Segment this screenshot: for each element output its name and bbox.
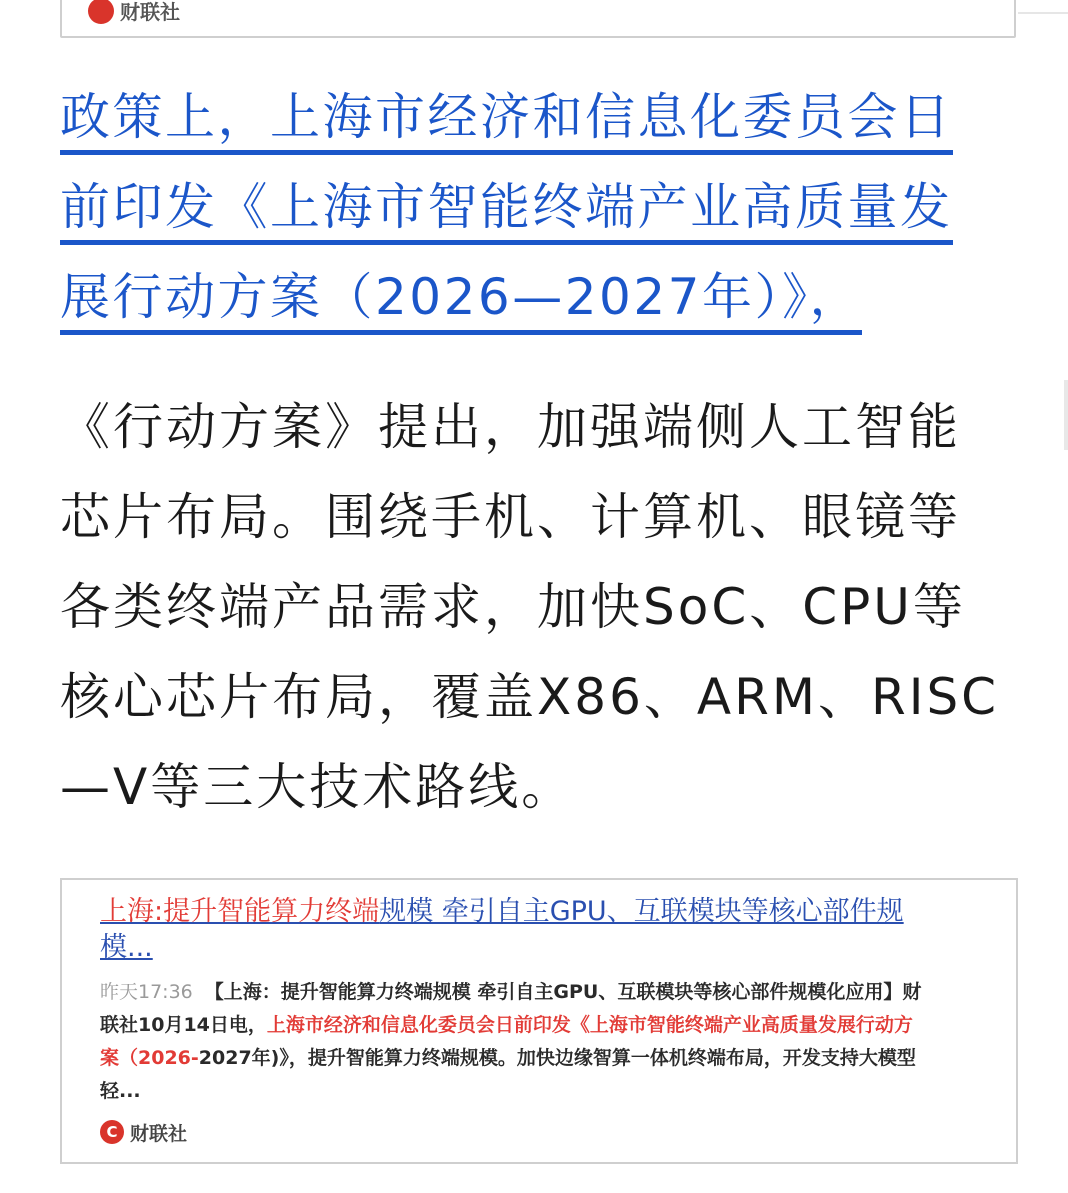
news-time: 昨天17:36 bbox=[100, 981, 193, 1003]
news-screenshot-card[interactable] bbox=[60, 878, 1018, 1164]
news-summary-highlight: 案（2026- bbox=[100, 1047, 199, 1069]
news-title-text: 规模 牵引自主GPU、互联模块等核心部件规 bbox=[379, 896, 904, 927]
scrollbar[interactable] bbox=[1064, 380, 1068, 450]
source-name: 财联社 bbox=[120, 0, 180, 24]
news-source-name: 财联社 bbox=[130, 1122, 188, 1145]
paragraph-line: 核心芯片布局，覆盖X86、ARM、RISC bbox=[60, 668, 1000, 726]
news-title-highlight: 上海:提升智能算力终端 bbox=[100, 896, 380, 927]
cls-logo-icon: C bbox=[100, 1120, 124, 1144]
policy-link-line: 政策上，上海市经济和信息化委员会日 bbox=[60, 72, 1020, 162]
previous-news-card[interactable] bbox=[60, 0, 1016, 38]
policy-link[interactable] bbox=[60, 72, 1020, 342]
news-summary-highlight: 上海市经济和信息化委员会日前印发《上海市智能终端产业高质量发展行动方 bbox=[266, 1014, 913, 1036]
news-title-text: 模... bbox=[100, 932, 153, 963]
paragraph-line: 《行动方案》提出，加强端侧人工智能 bbox=[60, 398, 961, 456]
news-summary-text: 联社10月14日电， bbox=[100, 1014, 267, 1036]
divider bbox=[1018, 12, 1068, 14]
cls-logo-icon bbox=[88, 0, 114, 24]
news-summary-text: 2027年)》，提升智能算力终端规模。加快边缘智算一体机终端布局，开发支持大模型 bbox=[198, 1047, 916, 1069]
paragraph-line: 芯片布局。围绕手机、计算机、眼镜等 bbox=[60, 488, 961, 546]
news-title-link[interactable] bbox=[100, 894, 980, 966]
news-source bbox=[100, 1118, 187, 1146]
news-summary-text: 轻... bbox=[100, 1080, 141, 1102]
paragraph-line: —V等三大技术路线。 bbox=[60, 758, 575, 816]
news-summary-text: 【上海：提升智能算力终端规模 牵引自主GPU、互联模块等核心部件规模化应用】财 bbox=[204, 981, 922, 1003]
article-paragraph bbox=[60, 382, 1020, 832]
policy-link-line: 前印发《上海市智能终端产业高质量发 bbox=[60, 162, 1020, 252]
policy-link-line: 展行动方案（2026—2027年）》， bbox=[60, 252, 1020, 342]
paragraph-line: 各类终端产品需求，加快SoC、CPU等 bbox=[60, 578, 966, 636]
news-summary bbox=[100, 976, 980, 1108]
